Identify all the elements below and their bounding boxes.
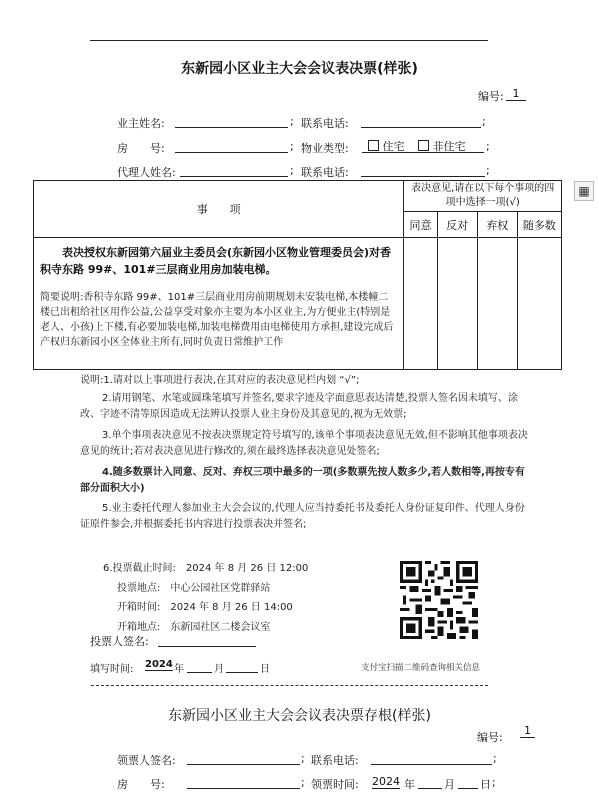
matter-header: 事 项	[34, 181, 404, 238]
fill-day-field[interactable]	[226, 672, 258, 673]
stub-year[interactable]: 2024	[372, 775, 400, 788]
serial-value: 1	[506, 87, 526, 101]
stub-serial-label: 编号:	[477, 731, 503, 744]
stub-room-field[interactable]	[187, 788, 300, 789]
non-residential-checkbox[interactable]	[418, 140, 429, 151]
option-majority: 随多数	[517, 212, 561, 238]
residential-checkbox[interactable]	[368, 140, 379, 151]
stub-month-suffix: 月	[444, 778, 455, 791]
stub-day-field[interactable]	[458, 788, 478, 789]
stub-room-label: 房 号:	[117, 778, 165, 791]
abstain-cell[interactable]	[477, 238, 517, 370]
proxy-phone-label: 联系电话:	[301, 166, 349, 179]
proxy-phone-field[interactable]	[361, 176, 485, 177]
stub-phone-label: 联系电话:	[311, 754, 359, 767]
option-abstain: 弃权	[477, 212, 517, 238]
stub-title: 东新园小区业主大会会议表决票存根(样张)	[168, 708, 431, 724]
item-description: 简要说明:香积寺东路 99#、101#三层商业用房前期规划未安装电梯,本楼幢二楼已出租给社区用作公益,公益享受对象亦主要为本小区业主,为方便业主(特别是老人、小孩)上下楼,有必要加装电梯,加装电梯费用由电梯使用方承担,建设完成后产权归东新园小区全体业主所有,同时负责日常维护工作	[40, 292, 394, 348]
top-rule	[90, 40, 488, 41]
stub-year-suffix: 年	[404, 778, 415, 791]
vote-table	[33, 180, 562, 370]
voter-sign-label: 投票人签名:	[90, 635, 149, 648]
note-4: 4.随多数票计入同意、反对、弃权三项中最多的一项(多数票先按人数多少,若人数相等,再按专有部分面积大小)	[80, 466, 525, 494]
fill-year-suffix: 年	[174, 664, 184, 675]
note-2: 2.请用钢笔、水笔或圆珠笔填写并签名,要求字迹及字面意思表达清楚,投票人签名因未填写、涂改、字迹不清等原因造成无法辨认投票人业主身份及其意见的,视为无效票;	[80, 392, 518, 420]
notes-block	[80, 373, 530, 534]
stub-receiver-field[interactable]	[187, 764, 300, 765]
stub-receiver-label: 领票人签名:	[117, 754, 176, 767]
stub-month-field[interactable]	[418, 788, 442, 789]
vote-deadline: 6.投票截止时间: 2024 年 8 月 26 日 12:00	[103, 563, 309, 574]
stub-phone-field[interactable]	[371, 764, 492, 765]
note-1: 说明:1.请对以上事项进行表决,在其对应的表决意见栏内划 “√”;	[80, 375, 360, 386]
proxy-name-field[interactable]	[180, 176, 288, 177]
item-title: 表决授权东新园第六届业主委员会(东新园小区物业管理委员会)对香积寺东路 99#、101#三层商业用房加装电梯。	[40, 246, 392, 276]
residential-label: 住宅	[382, 140, 405, 153]
ballot-title: 东新园小区业主大会会议表决票(样张)	[181, 61, 418, 77]
table-tool-icon[interactable]: ▦	[574, 181, 594, 201]
voter-sign-field[interactable]	[158, 646, 256, 647]
serial-label: 编号:	[478, 90, 504, 103]
qr-caption: 支付宝扫描二维码查询相关信息	[361, 663, 481, 673]
fill-year[interactable]: 2024	[145, 659, 173, 670]
stub-day-suffix: 日	[480, 778, 491, 791]
phone-field[interactable]	[361, 127, 481, 128]
fill-time-label: 填写时间:	[90, 664, 134, 675]
fill-day-suffix: 日	[260, 664, 270, 675]
opinion-header: 表决意见,请在以下每个事项的四项中选择一项(√)	[404, 181, 562, 212]
stub-time-label: 领票时间:	[311, 778, 359, 791]
schedule-block	[103, 559, 308, 637]
non-residential-label: 非住宅	[432, 140, 466, 153]
owner-name-label: 业主姓名:	[117, 117, 165, 130]
oppose-cell[interactable]	[437, 238, 477, 370]
note-5: 5.业主委托代理人参加业主大会会议的,代理人应当持委托书及委托人身份证复印件、代理人身份证原件参会,并根据委托书内容进行投票表决并签名;	[80, 502, 525, 530]
property-type-label: 物业类型:	[301, 142, 349, 155]
fill-month-suffix: 月	[214, 664, 224, 675]
box-open-time: 开箱时间: 2024 年 8 月 26 日 14:00	[117, 602, 293, 613]
majority-cell[interactable]	[517, 238, 561, 370]
owner-name-field[interactable]	[175, 127, 288, 128]
box-open-location: 开箱地点: 东新园社区二楼会议室	[117, 621, 271, 633]
note-3: 3.单个事项表决意见不按表决票规定符号填写的,该单个事项表决意见无效,但不影响其他事项表决意见的统计;若对表决意见进行修改的,须在最终选择表决意见处签名;	[80, 429, 528, 457]
stub-serial-value: 1	[520, 724, 535, 738]
phone-label: 联系电话:	[301, 117, 349, 130]
property-type-options	[362, 138, 484, 153]
qr-code[interactable]	[400, 561, 478, 639]
room-label: 房 号:	[117, 142, 165, 155]
option-agree: 同意	[404, 212, 437, 238]
cut-line	[91, 685, 488, 686]
vote-location: 投票地点: 中心公园社区党群驿站	[117, 582, 271, 594]
matter-cell	[34, 238, 404, 370]
fill-month-field[interactable]	[187, 672, 212, 673]
agree-cell[interactable]	[404, 238, 437, 370]
proxy-name-label: 代理人姓名:	[117, 166, 176, 179]
room-field[interactable]	[175, 152, 288, 153]
option-oppose: 反对	[437, 212, 477, 238]
